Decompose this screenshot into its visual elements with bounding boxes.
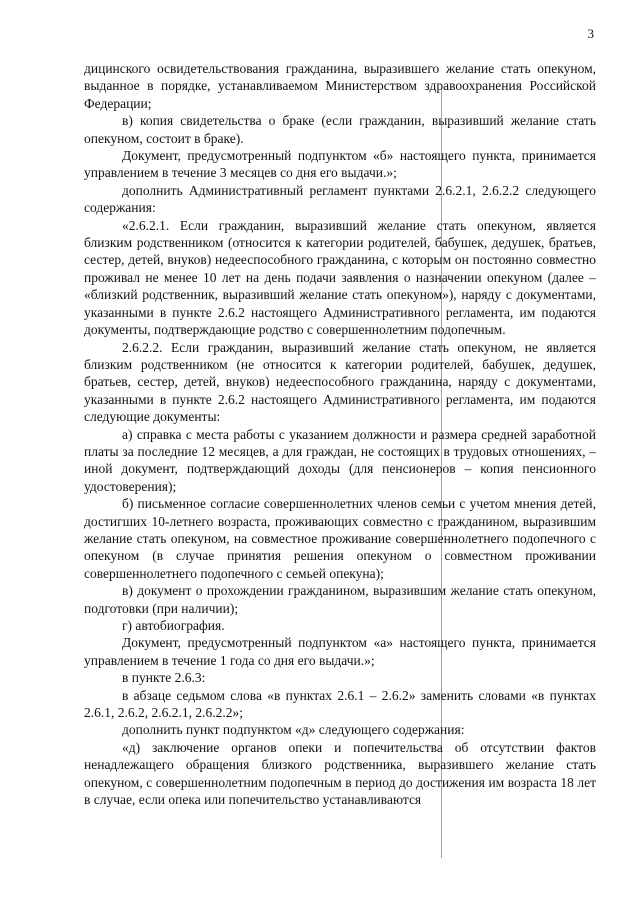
paragraph: дополнить пункт подпунктом «д» следующего содержания:	[122, 722, 465, 738]
paragraph: в пункте 2.6.3:	[122, 670, 206, 686]
paragraph: г) автобиография.	[122, 618, 225, 633]
paragraph: дицинского освидетельствования гражданина, выразившего желание стать опекуном, выданное в порядке, устанавливаемом Министерством здравоохранения Российской Федерации;	[84, 61, 596, 111]
page-number: 3	[587, 26, 594, 41]
paragraph: в абзаце седьмом слова «в пунктах 2.6.1 – 2.6.2» заменить словами «в пунктах 2.6.1, 2.6.2, 2.6.2.1, 2.6.2.2»;	[84, 687, 596, 721]
paragraph: Документ, предусмотренный подпунктом «а» настоящего пункта, принимается управлением в течение 1 года со дня его выдачи.»;	[84, 635, 596, 668]
paragraph: в) документ о прохождении гражданином, выразившим желание стать опекуном, подготовки (при наличии);	[84, 583, 596, 616]
paragraph: дополнить Административный регламент пунктами 2.6.2.1, 2.6.2.2 следующего содержания:	[84, 182, 596, 216]
paragraph: в) копия свидетельства о браке (если гражданин, выразивший желание стать опекуном, состоит в браке).	[84, 113, 596, 146]
paragraph: «д) заключение органов опеки и попечительства об отсутствии фактов ненадлежащего обращения близкого родственника, выразившего желание стать опекуном, с совершеннолетним подопечным в период до достижения им возраста 18 лет в случае, если опека или попечительство устанавливаются	[84, 739, 596, 808]
paragraph: 2.6.2.2. Если гражданин, выразивший желание стать опекуном, не является близким родственником (не относится к категории родителей, бабушек, дедушек, братьев, сестер, детей, внуков) недееспособного гражданина, наряду с документами, указанными в пункте 2.6.2 настоящего Административного регламента, им подаются следующие документы:	[84, 339, 596, 425]
paragraph: а) справка с места работы с указанием должности и размера средней заработной платы за последние 12 месяцев, а для граждан, не состоящих в трудовых отношениях, – иной документ, подтверждающий доходы (для пенсионеров – копия пенсионного удостоверения);	[84, 426, 596, 494]
paragraph: «2.6.2.1. Если гражданин, выразивший желание стать опекуном, является близким родственником (относится к категории родителей, бабушек, дедушек, братьев, сестер, детей, внуков) недееспособного гражданина, с которым он постоянно совместно проживал не менее 10 лет на день подачи заявления о назначении опекуном (далее – «близкий родственник, выразивший желание стать опекуном»), наряду с документами, указанными в пункте 2.6.2 настоящего Административного регламента, им подаются документы, подтверждающие родство с совершеннолетним подопечным.	[84, 217, 596, 338]
paragraph: Документ, предусмотренный подпунктом «б» настоящего пункта, принимается управлением в течение 3 месяцев со дня его выдачи.»;	[84, 148, 596, 181]
paragraph: б) письменное согласие совершеннолетних членов семьи с учетом мнения детей, достигших 10-летнего возраста, проживающих совместно с гражданином, выразившим желание стать опекуном, на совместное проживание совершеннолетнего подопечного с опекуном (в случае принятия решения опекуном о совместном проживании совершеннолетнего подопечного с семьей опекуна);	[84, 496, 596, 581]
document-body	[84, 60, 596, 808]
